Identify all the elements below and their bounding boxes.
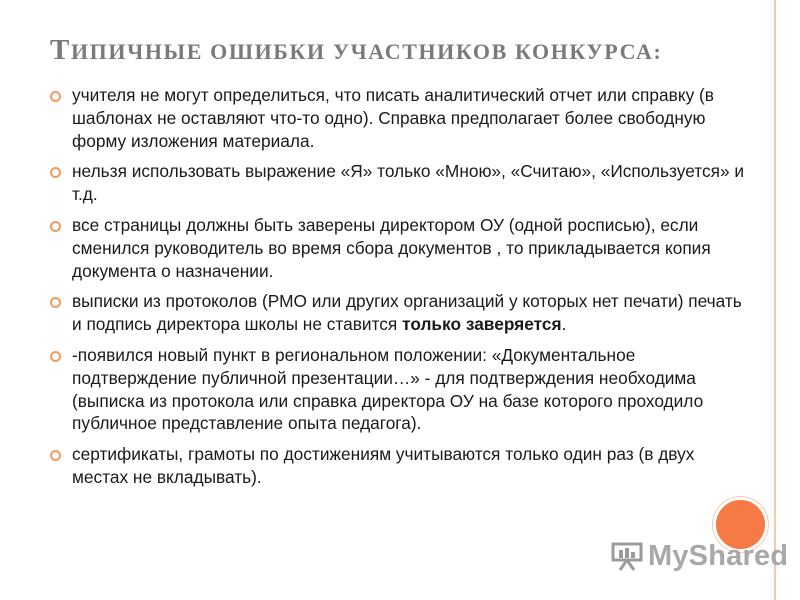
bullet-text-start: выписки из протоколов (РМО или других организаций у которых нет печати) печать и подпись директора школы не ставится [72, 291, 742, 335]
bullet-item [46, 84, 746, 152]
bullet-text: -появился новый пункт в региональном положении: «Документальное подтверждение публичной презентации…» - для подтверждения необходима (выписка из протокола или справка директора ОУ на базе которого проходило публичное представление опыта педагога). [72, 344, 704, 434]
bullet-item [46, 160, 746, 206]
bullet-circle-icon [50, 91, 61, 102]
bullet-item [46, 214, 746, 282]
bullet-circle-icon [50, 297, 61, 308]
presentation-board-icon [610, 541, 644, 571]
bullet-circle-icon [50, 221, 61, 232]
bullet-list [46, 84, 746, 497]
bullet-item [46, 443, 746, 489]
decorative-vertical-rule [774, 0, 776, 600]
bullet-text: учителя не могут определиться, что писать аналитический отчет или справку (в шаблонах не оставляют что-то одно). Справка предполагает более свободную форму изложения материала. [72, 85, 714, 151]
watermark-logo-text: MyShared [648, 539, 789, 572]
bullet-text-bold: только заверяется [402, 314, 562, 335]
bullet-text: сертификаты, грамоты по достижениям учитываются только один раз (в двух местах не вкладывать). [72, 444, 695, 487]
watermark-logo [610, 537, 788, 575]
bullet-text-end: . [561, 314, 567, 335]
bullet-text: все страницы должны быть заверены директором ОУ (одной росписью), если сменился руководитель во время сбора документов , то прикладывается копия документа о назначении. [72, 214, 711, 281]
bullet-circle-icon [50, 450, 61, 461]
slide-title [50, 34, 750, 67]
slide-title-initial: Т [50, 34, 71, 66]
slide-title-rest: ИПИЧНЫЕ ОШИБКИ УЧАСТНИКОВ КОНКУРСА: [70, 39, 663, 64]
bullet-text: нельзя использовать выражение «Я» только «Мною», «Считаю», «Используется» и т.д. [72, 161, 745, 205]
bullet-circle-icon [50, 167, 61, 178]
bullet-item [46, 290, 746, 336]
bullet-item [46, 344, 746, 435]
bullet-circle-icon [50, 351, 61, 362]
